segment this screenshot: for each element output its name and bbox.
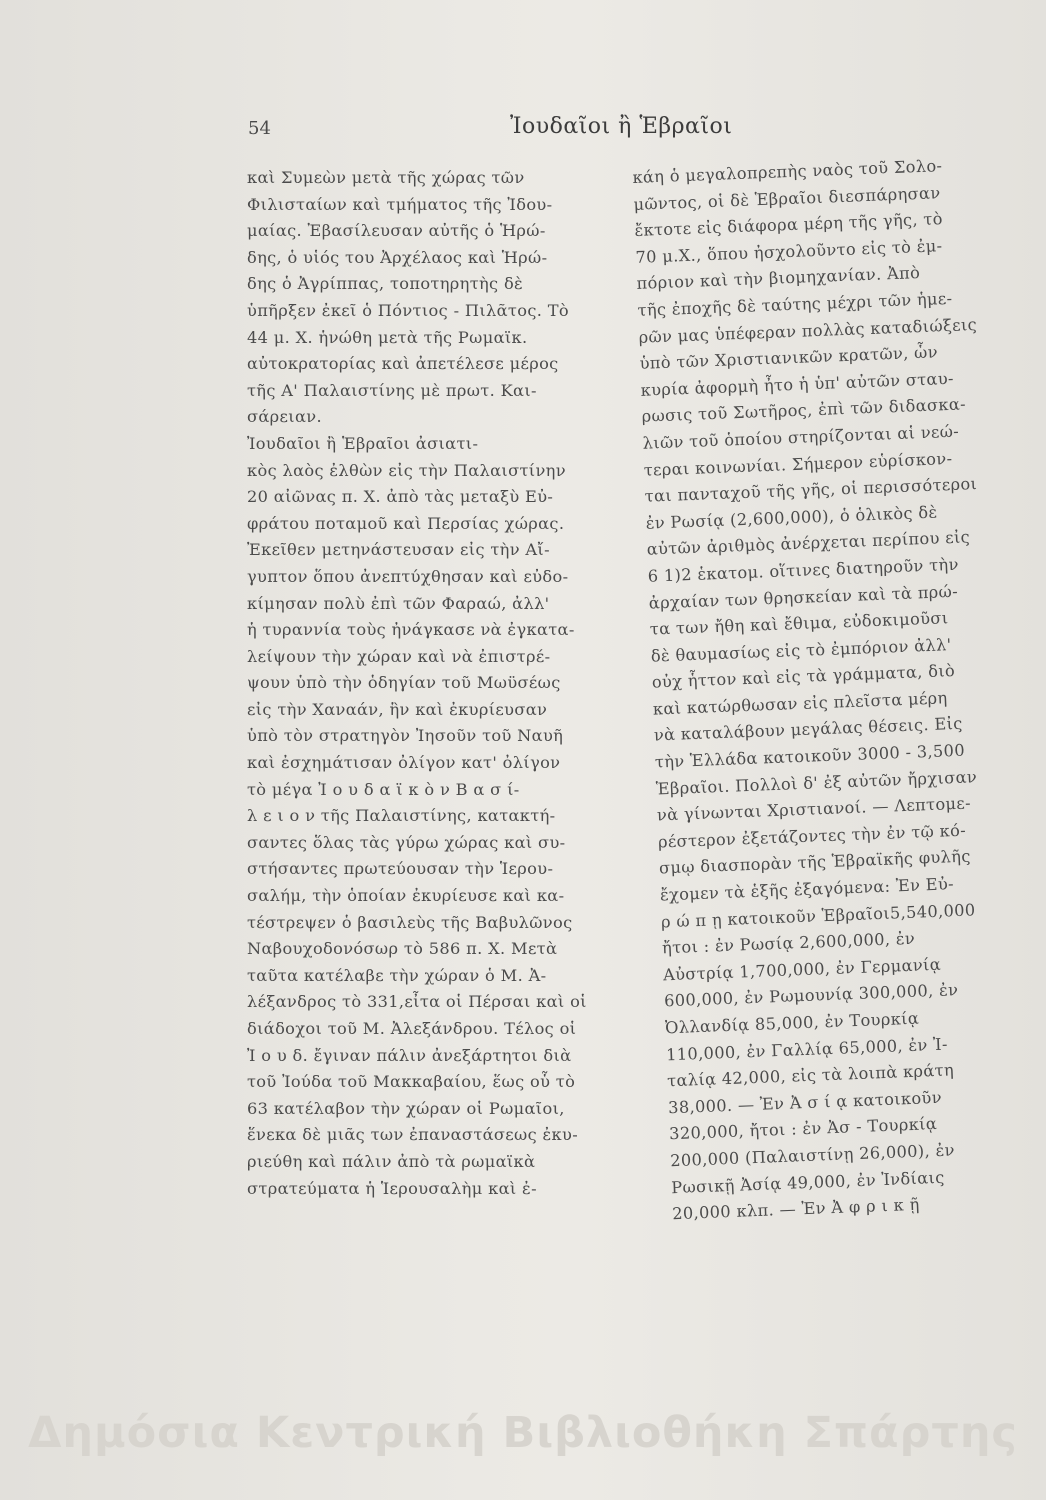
right-text-column (632, 150, 1046, 1228)
text-line: διάδοχοι τοῦ Μ. Ἀλεξάνδρου. Τέλος οἱ (247, 1019, 577, 1038)
text-line: τὸ μέγα Ἰ ο υ δ α ϊ κ ὸ ν Β α σ ί- (247, 779, 520, 799)
text-line: κίμησαν πολὺ ἐπὶ τῶν Φαραώ, ἀλλ' (247, 593, 550, 613)
text-line: σάρειαν. (247, 407, 322, 427)
text-line: λείψουν τὴν χώραν καὶ νὰ ἐπιστρέ- (247, 646, 551, 666)
text-line: νὰ γίνωνται Χριστιανοί. — Λεπτομε- (656, 793, 972, 825)
text-line: 20 αἰῶνας π. Χ. ἀπὸ τὰς μεταξὺ Εὐ- (247, 487, 554, 507)
text-line: λ ε ι ο ν τῆς Παλαιστίνης, κατακτή- (247, 806, 556, 826)
text-line: δης, ὁ υἱός του Ἀρχέλαος καὶ Ἡρώ- (247, 247, 548, 267)
text-line: τῆς ἐποχῆς δὲ ταύτης μέχρι τῶν ἡμε- (637, 288, 953, 320)
text-line: λέξανδρος τὸ 331,εἶτα οἱ Πέρσαι καὶ οἱ (247, 992, 587, 1012)
text-line: ἐν Ρωσίᾳ (2,600,000), ὁ ὁλικὸς δὲ (645, 502, 938, 533)
text-line: ἤτοι : ἐν Ρωσίᾳ 2,600,000, ἐν (661, 928, 916, 958)
text-line: ρῶν μας ὑπέφεραν πολλὰς καταδιώξεις (638, 314, 978, 347)
text-line: οὐχ ἧττον καὶ εἰς τὰ γράμματα, διὸ (651, 661, 956, 692)
text-line: κάη ὁ μεγαλοπρεπὴς ναὸς τοῦ Σολο- (632, 156, 943, 187)
text-line: αὐτοκρατορίας καὶ ἀπετέλεσε μέρος (247, 354, 559, 374)
text-line: 320,000, ἤτοι : ἐν Ἀσ - Τουρκίᾳ (668, 1114, 938, 1144)
text-line: 110,000, ἐν Γαλλίᾳ 65,000, ἐν Ἰ- (665, 1034, 949, 1064)
library-watermark: Δημόσια Κεντρική Βιβλιοθήκη Σπάρτης (28, 1408, 1018, 1458)
text-line: πόριον καὶ τὴν βιομηχανίαν. Ἀπὸ (636, 263, 921, 294)
text-line: στήσαντες πρωτεύουσαν τὴν Ἱερου- (247, 859, 554, 879)
text-line: 20,000 κλπ. — Ἐν Ἀ φ ρ ι κ ῇ (671, 1194, 920, 1224)
text-line: καὶ κατώρθωσαν εἰς πλεῖστα μέρη (652, 688, 948, 719)
text-line: τοῦ Ἰούδα τοῦ Μακκαβαίου, ἕως οὗ τὸ (247, 1072, 576, 1092)
text-line: ται πανταχοῦ τῆς γῆς, οἱ περισσότεροι (644, 474, 978, 506)
text-line: ταλίᾳ 42,000, εἰς τὰ λοιπὰ κράτη (666, 1060, 955, 1091)
text-line: ἕνεκα δὲ μιᾶς των ἐπαναστάσεως ἐκυ- (247, 1125, 579, 1145)
text-line: ἡ τυραννία τοὺς ἠνάγκασε νὰ ἐγκατα- (247, 620, 575, 640)
text-line: νὰ καταλάβουν μεγάλας θέσεις. Εἰς (653, 714, 964, 746)
running-title: Ἰουδαῖοι ἢ Ἑβραῖοι (510, 114, 733, 139)
text-line: ψουν ὑπὸ τὴν ὁδηγίαν τοῦ Μωϋσέως (247, 673, 561, 693)
text-line: 70 μ.Χ., ὅπου ἠσχολοῦντο εἰς τὸ ἐμ- (635, 235, 943, 267)
text-line: Ἰ ο υ δ. ἔγιναν πάλιν ἀνεξάρτητοι διὰ (247, 1045, 572, 1065)
text-line: γυπτον ὅπου ἀνεπτύχθησαν καὶ εὐδο- (247, 566, 569, 586)
text-line: σαντες ὅλας τὰς γύρω χώρας καὶ συ- (247, 832, 566, 852)
text-line: σμῳ διασπορὰν τῆς Ἑβραϊκῆς φυλῆς (658, 846, 972, 878)
text-line: 44 μ. Χ. ἡνώθη μετὰ τῆς Ρωμαϊκ. (247, 327, 528, 347)
text-line: ὑπὸ τῶν Χριστιανικῶν κρατῶν, ὧν (639, 342, 939, 374)
text-line: ριεύθη καὶ πάλιν ἀπὸ τὰ ρωμαϊκὰ (247, 1151, 536, 1171)
text-line: τα των ἤθη καὶ ἔθιμα, εὐδοκιμοῦσι (649, 608, 949, 639)
text-line: ταῦτα κατέλαβε τὴν χώραν ὁ Μ. Ἀ- (247, 965, 547, 985)
text-line: καὶ Συμεὼν μετὰ τῆς χώρας τῶν (247, 168, 525, 187)
text-line: ρέστερον ἐξετάζοντες τὴν ἐν τῷ κό- (657, 820, 967, 852)
text-line: ὑπῆρξεν ἐκεῖ ὁ Πόντιος - Πιλᾶτος. Τὸ (247, 300, 569, 320)
text-line: 38,000. — Ἐν Ἀ σ ί ᾳ κατοικοῦν (667, 1087, 943, 1118)
text-line: μῶντος, οἱ δὲ Ἑβραῖοι διεσπάρησαν (633, 182, 941, 214)
text-line: σαλήμ, τὴν ὁποίαν ἐκυρίευσε καὶ κα- (247, 886, 565, 906)
text-line: 600,000, ἐν Ρωμουνίᾳ 300,000, ἐν (663, 980, 959, 1011)
text-line: ρ ώ π ῃ κατοικοῦν Ἑβραῖοι5,540,000 (660, 899, 976, 932)
text-line: δὲ θαυμασίως εἰς τὸ ἐμπόριον ἀλλ' (650, 634, 952, 666)
text-line: Ὀλλανδίᾳ 85,000, ἐν Τουρκίᾳ (664, 1008, 920, 1038)
text-line: 63 κατέλαβον τὴν χώραν οἱ Ρωμαῖοι, (247, 1098, 565, 1118)
text-line: κὸς λαὸς ἐλθὼν εἰς τὴν Παλαιστίνην (247, 460, 566, 480)
text-line: εἰς τὴν Χαναάν, ἣν καὶ ἐκυρίευσαν (247, 699, 548, 719)
text-line: Ναβουχοδονόσωρ τὸ 586 π. Χ. Μετὰ (247, 939, 558, 959)
text-line: τῆς Α' Παλαιστίνης μὲ πρωτ. Και- (247, 380, 537, 400)
text-line: Ἐκεῖθεν μετηνάστευσαν εἰς τὴν Αἴ- (247, 540, 550, 560)
text-line: 200,000 (Παλαιστίνῃ 26,000), ἐν (669, 1140, 956, 1171)
text-line: τέστρεψεν ὁ βασιλεὺς τῆς Βαβυλῶνος (247, 912, 573, 932)
text-line: δης ὁ Ἀγρίππας, τοποτηρητὴς δὲ (247, 274, 524, 294)
text-line: τὴν Ἑλλάδα κατοικοῦν 3000 - 3,500 (654, 740, 966, 772)
text-line: στρατεύματα ἡ Ἱερουσαλὴμ καὶ ἐ- (247, 1178, 537, 1198)
text-line: Ἰουδαῖοι ἢ Ἑβραῖοι ἀσιατι- (247, 433, 479, 453)
text-line: Αὐστρίᾳ 1,700,000, ἐν Γερμανίᾳ (662, 954, 942, 985)
text-line: 6 1)2 ἑκατομ. οἵτινες διατηροῦν τὴν (647, 554, 960, 586)
text-line: Φιλισταίων καὶ τμήματος τῆς Ἰδου- (247, 194, 553, 214)
page-header (248, 112, 828, 152)
text-line: κυρία ἀφορμὴ ἦτο ἡ ὑπ' αὐτῶν σταυ- (640, 368, 955, 400)
text-line: μαίας. Ἐβασίλευσαν αὐτῆς ὁ Ἡρώ- (247, 221, 546, 241)
text-line: ἔκτοτε εἰς διάφορα μέρη τῆς γῆς, τὸ (634, 209, 944, 241)
text-line: Ἑβραῖοι. Πολλοὶ δ' ἐξ αὐτῶν ἤρχισαν (655, 766, 978, 799)
text-line: ὑπὸ τὸν στρατηγὸν Ἰησοῦν τοῦ Ναυῆ (247, 726, 564, 746)
text-line: λιῶν τοῦ ὁποίου στηρίζονται αἱ νεώ- (642, 421, 960, 453)
page-number: 54 (248, 118, 271, 139)
text-line: ρωσις τοῦ Σωτῆρος, ἐπὶ τῶν διδασκα- (641, 394, 967, 427)
text-line: τεραι κοινωνίαι. Σήμερον εὑρίσκον- (643, 448, 953, 480)
text-line: ἀρχαίαν των θρησκείαν καὶ τὰ πρώ- (648, 581, 959, 613)
text-line: φράτου ποταμοῦ καὶ Περσίας χώρας. (247, 513, 565, 533)
left-text-column (247, 165, 637, 1202)
text-line: καὶ ἐσχημάτισαν ὀλίγον κατ' ὀλίγον (247, 753, 561, 773)
text-line: Ρωσικῇ Ἀσίᾳ 49,000, ἐν Ἰνδίαις (670, 1167, 945, 1197)
text-line: αὐτῶν ἀριθμὸς ἀνέρχεται περίπου εἰς (646, 527, 971, 560)
text-line: ἔχομεν τὰ ἑξῆς ἐξαγόμενα: Ἐν Εὐ- (659, 874, 955, 905)
